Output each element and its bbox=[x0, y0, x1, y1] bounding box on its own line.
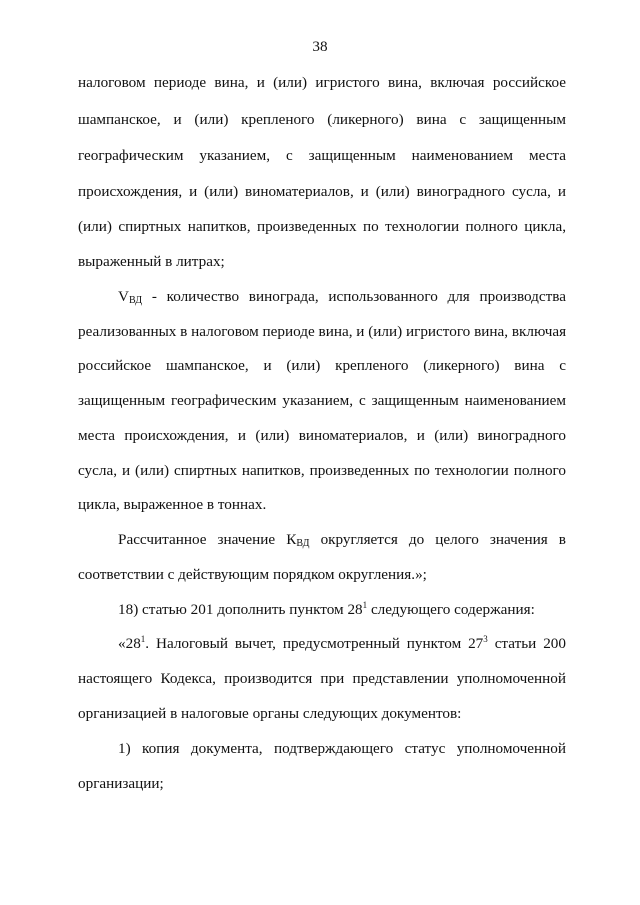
text-line: организацией в налоговые органы следующих документов: bbox=[78, 705, 462, 722]
text-line: сусла, и (или) спиртных напитков, произведенных по технологии полного bbox=[78, 462, 566, 479]
superscript: 3 bbox=[483, 634, 488, 644]
text-line bbox=[118, 634, 566, 654]
text-line: места происхождения, и (или) виноматериалов, и (или) виноградного bbox=[78, 427, 566, 444]
text-line: 1) копия документа, подтверждающего статус уполномоченной bbox=[118, 740, 566, 757]
subscript: ВД bbox=[128, 295, 143, 306]
text-run: округляется до целого значения в bbox=[309, 531, 566, 548]
text-line: настоящего Кодекса, производится при представлении уполномоченной bbox=[78, 670, 566, 687]
text-line: соответствии с действующим порядком округления.»; bbox=[78, 566, 427, 583]
text-line: налоговом периоде вина, и (или) игристого вина, включая российское bbox=[78, 74, 566, 91]
text-run: Рассчитанное значение К bbox=[118, 531, 297, 548]
text-line: организации; bbox=[78, 775, 164, 792]
text-run: - количество винограда, использованного для производства bbox=[142, 288, 566, 305]
superscript: 1 bbox=[140, 634, 146, 644]
text-line: (или) спиртных напитков, произведенных по технологии полного цикла, bbox=[78, 218, 566, 235]
text-line: цикла, выраженное в тоннах. bbox=[78, 496, 267, 513]
text-line: происхождения, и (или) виноматериалов, и (или) виноградного сусла, и bbox=[78, 183, 566, 200]
text-line: географическим указанием, с защищенным наименованием места bbox=[78, 147, 566, 164]
superscript: 1 bbox=[362, 600, 368, 610]
text-line bbox=[118, 600, 566, 620]
text-line bbox=[118, 530, 566, 550]
text-run: 18) статью 201 дополнить пунктом 28 bbox=[118, 601, 363, 618]
text-run: следующего содержания: bbox=[367, 601, 535, 618]
text-run: . Налоговый вычет, предусмотренный пунктом 27 bbox=[145, 635, 484, 652]
text-run: «28 bbox=[118, 635, 141, 652]
text-run: статьи 200 bbox=[487, 635, 566, 652]
text-line: реализованных в налоговом периоде вина, и (или) игристого вина, включая bbox=[78, 323, 567, 340]
text-line: защищенным географическим указанием, с защищенным наименованием bbox=[78, 392, 566, 409]
page-number: 38 bbox=[312, 38, 328, 55]
text-line: выраженный в литрах; bbox=[78, 253, 225, 270]
symbol-v: V bbox=[118, 288, 129, 305]
text-line: шампанское, и (или) крепленого (ликерного) вина с защищенным bbox=[78, 111, 566, 128]
text-line: российское шампанское, и (или) крепленого (ликерного) вина с bbox=[78, 357, 566, 374]
text-line bbox=[118, 287, 566, 307]
subscript: ВД bbox=[296, 538, 310, 549]
